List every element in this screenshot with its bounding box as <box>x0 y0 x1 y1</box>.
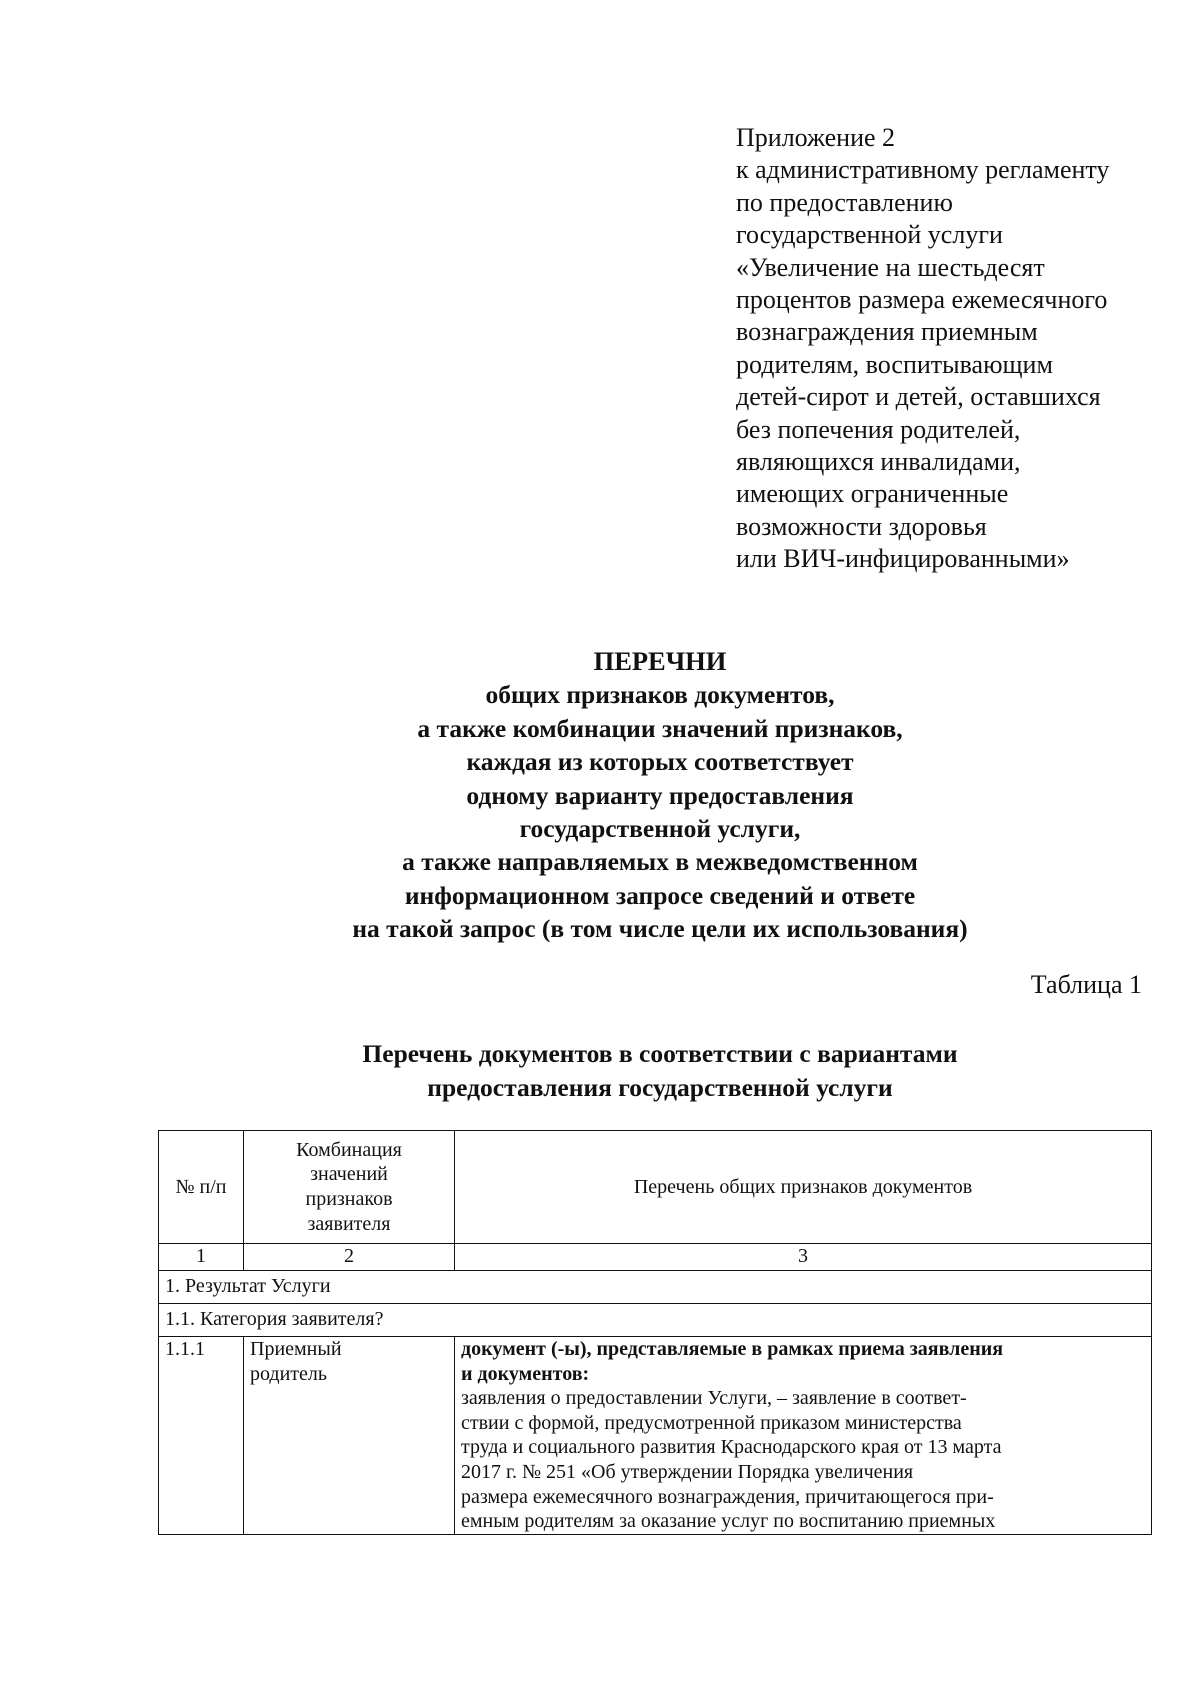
row-applicant-line: родитель <box>250 1362 328 1385</box>
title-line: государственной услуги, <box>519 814 801 844</box>
row-documents <box>455 1337 1152 1535</box>
column-number: 1 <box>159 1244 244 1271</box>
table-label: Таблица 1 <box>1030 970 1142 999</box>
row-text-line: размера ежемесячного вознаграждения, причитающегося при- <box>461 1485 994 1508</box>
row-text-line: ствии с формой, предусмотренной приказом министерства <box>461 1411 962 1434</box>
appendix-line: родителям, воспитывающим <box>736 349 1053 379</box>
header-combination <box>244 1131 455 1244</box>
section-row <box>159 1271 1152 1304</box>
row-bold-line: и документов: <box>461 1362 590 1385</box>
title-line: на такой запрос (в том числе цели их использования) <box>352 914 968 944</box>
table-header-row <box>159 1131 1152 1244</box>
header-number: № п/п <box>159 1131 244 1244</box>
row-text-line: труда и социального развития Краснодарского края от 13 марта <box>461 1436 1002 1459</box>
appendix-line: государственной услуги <box>736 220 1003 250</box>
header-combination-line: значений <box>310 1163 388 1186</box>
row-text-line: 2017 г. № 251 «Об утверждении Порядка увеличения <box>461 1460 914 1483</box>
subsection-row <box>159 1304 1152 1337</box>
row-number: 1.1.1 <box>159 1337 244 1535</box>
title-heading: ПЕРЕЧНИ <box>593 646 727 676</box>
subsection-title: 1.1. Категория заявителя? <box>159 1304 1152 1337</box>
appendix-line: детей-сирот и детей, оставшихся <box>736 382 1101 412</box>
column-number: 3 <box>455 1244 1152 1271</box>
title-line: информационном запросе сведений и ответе <box>404 880 916 910</box>
row-bold-line: документ (-ы), представляемые в рамках приема заявления <box>461 1338 1004 1360</box>
header-combination-line: признаков <box>305 1188 393 1210</box>
row-text-line: емным родителям за оказание услуг по воспитанию приемных <box>461 1510 996 1533</box>
appendix-line: по предоставлению <box>736 187 953 217</box>
table-title-line: предоставления государственной услуги <box>427 1072 893 1102</box>
table-title <box>0 1037 1200 1104</box>
documents-table <box>158 1130 1152 1535</box>
table-row <box>159 1337 1152 1535</box>
appendix-line: процентов размера ежемесячного <box>736 285 1108 315</box>
appendix-line: Приложение 2 <box>736 123 896 152</box>
appendix-block <box>736 122 1176 576</box>
appendix-line: имеющих ограниченные <box>736 479 1009 509</box>
title-line: общих признаков документов, <box>485 680 835 710</box>
header-combination-line: Комбинация <box>296 1138 402 1161</box>
header-combination-line: заявителя <box>307 1212 391 1235</box>
appendix-line: вознаграждения приемным <box>736 317 1038 347</box>
appendix-line: «Увеличение на шестьдесят <box>736 252 1045 282</box>
title-line: а также направляемых в межведомственном <box>402 847 918 877</box>
title-line: а также комбинации значений признаков, <box>417 713 903 743</box>
title-line: одному варианту предоставления <box>466 780 854 810</box>
appendix-line: являющихся инвалидами, <box>736 447 1021 477</box>
title-line: каждая из которых соответствует <box>466 747 854 777</box>
row-applicant-line: Приемный <box>250 1338 342 1360</box>
column-number: 2 <box>244 1244 455 1271</box>
appendix-line: возможности здоровья <box>736 511 987 541</box>
row-applicant <box>244 1337 455 1535</box>
section-title: 1. Результат Услуги <box>159 1271 1152 1304</box>
table-title-line: Перечень документов в соответствии с вариантами <box>362 1039 958 1068</box>
appendix-line: или ВИЧ-инфицированными» <box>736 544 1070 574</box>
appendix-line: к административному регламенту <box>736 155 1110 185</box>
row-text-line: заявления о предоставлении Услуги, – заявление в соответ- <box>461 1387 967 1410</box>
column-number-row <box>159 1244 1152 1271</box>
appendix-line: без попечения родителей, <box>736 414 1021 444</box>
document-title <box>0 645 1200 946</box>
header-documents: Перечень общих признаков документов <box>455 1131 1152 1244</box>
